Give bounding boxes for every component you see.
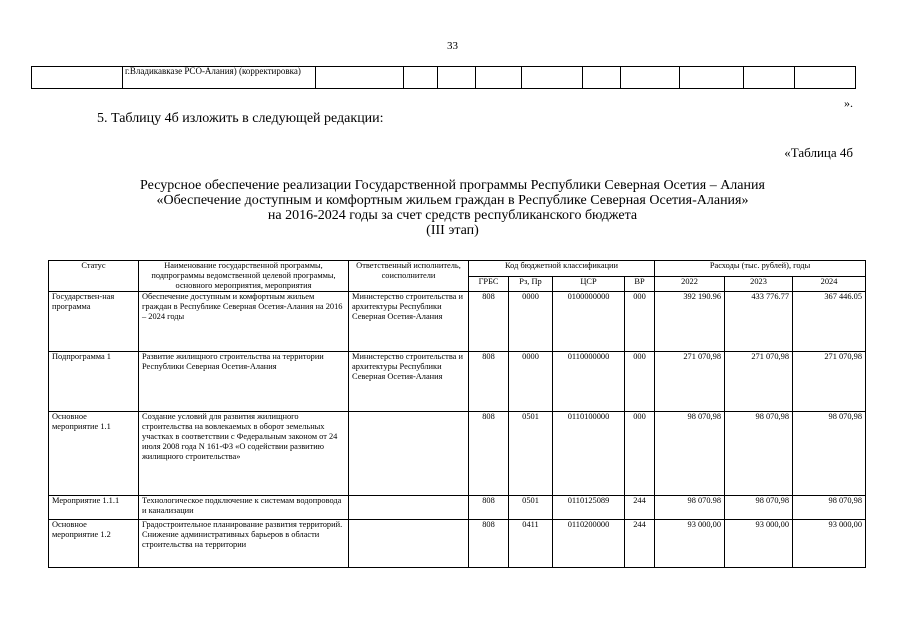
header-2023: 2023 bbox=[725, 276, 793, 292]
rzpr-cell: 0501 bbox=[509, 412, 553, 496]
vr-cell: 244 bbox=[625, 520, 655, 568]
executor-cell: Министерство строительства и архитектуры Республики Северная Осетия-Алания bbox=[349, 292, 469, 352]
table-row bbox=[49, 520, 866, 568]
value-2024-cell: 98 070,98 bbox=[793, 496, 866, 520]
header-grbs: ГРБС bbox=[469, 276, 509, 292]
executor-cell bbox=[349, 520, 469, 568]
resource-table bbox=[48, 260, 866, 568]
value-2024-cell: 98 070,98 bbox=[793, 412, 866, 496]
header-expenses: Расходы (тыс. рублей), годы bbox=[655, 261, 866, 277]
grbs-cell: 808 bbox=[469, 520, 509, 568]
name-cell: Развитие жилищного строительства на территории Республики Северная Осетия-Алания bbox=[139, 352, 349, 412]
table-row bbox=[49, 496, 866, 520]
vr-cell: 000 bbox=[625, 412, 655, 496]
header-2022: 2022 bbox=[655, 276, 725, 292]
csr-cell: 0110000000 bbox=[553, 352, 625, 412]
vr-cell: 000 bbox=[625, 352, 655, 412]
continued-table-fragment bbox=[31, 66, 856, 89]
title-line: на 2016-2024 годы за счет средств республиканского бюджета bbox=[267, 208, 638, 223]
table-header-row bbox=[49, 261, 866, 277]
title-line: Ресурсное обеспечение реализации Государственной программы Республики Северная Осетия – Алания bbox=[140, 178, 765, 193]
header-status: Статус bbox=[49, 261, 139, 292]
value-2022-cell: 98 070.98 bbox=[655, 496, 725, 520]
title-line: (III этап) bbox=[426, 223, 479, 238]
value-2024-cell: 367 446.05 bbox=[793, 292, 866, 352]
value-2024-cell: 271 070,98 bbox=[793, 352, 866, 412]
name-cell: Технологическое подключение к системам водопровода и канализации bbox=[139, 496, 349, 520]
table-row bbox=[49, 412, 866, 496]
table-row bbox=[49, 292, 866, 352]
table-row bbox=[32, 67, 856, 89]
header-rzpr: Рз, Пр bbox=[509, 276, 553, 292]
instruction-text: 5. Таблицу 4б изложить в следующей редакции: bbox=[97, 111, 384, 126]
table-row bbox=[49, 352, 866, 412]
status-cell: Мероприятие 1.1.1 bbox=[49, 496, 139, 520]
header-csr: ЦСР bbox=[553, 276, 625, 292]
status-cell: Основное мероприятие 1.1 bbox=[49, 412, 139, 496]
page-number: 33 bbox=[447, 40, 458, 52]
grbs-cell: 808 bbox=[469, 292, 509, 352]
header-name: Наименование государственной программы, подпрограммы ведомственной целевой программы, основного мероприятия, мероприятия bbox=[139, 261, 349, 292]
rzpr-cell: 0000 bbox=[509, 352, 553, 412]
rzpr-cell: 0000 bbox=[509, 292, 553, 352]
status-cell: Подпрограмма 1 bbox=[49, 352, 139, 412]
rzpr-cell: 0501 bbox=[509, 496, 553, 520]
csr-cell: 0110100000 bbox=[553, 412, 625, 496]
value-2023-cell: 271 070,98 bbox=[725, 352, 793, 412]
header-vr: ВР bbox=[625, 276, 655, 292]
closing-quote: ». bbox=[844, 96, 853, 110]
executor-cell bbox=[349, 496, 469, 520]
status-cell: Основное мероприятие 1.2 bbox=[49, 520, 139, 568]
value-2024-cell: 93 000,00 bbox=[793, 520, 866, 568]
executor-cell bbox=[349, 412, 469, 496]
status-cell: Государствен-ная программа bbox=[49, 292, 139, 352]
title-line: «Обеспечение доступным и комфортным жильем граждан в Республике Северная Осетия-Алания» bbox=[156, 193, 749, 208]
table-cell: г.Владикавказе РСО-Алания) (корректировка) bbox=[123, 67, 316, 89]
table-label: «Таблица 4б bbox=[784, 145, 853, 160]
value-2023-cell: 433 776.77 bbox=[725, 292, 793, 352]
table-title bbox=[0, 178, 905, 238]
name-cell: Обеспечение доступным и комфортным жильем граждан в Республике Северная Осетия-Алания на 2016 – 2024 годы bbox=[139, 292, 349, 352]
grbs-cell: 808 bbox=[469, 352, 509, 412]
executor-cell: Министерство строительства и архитектуры Республики Северная Осетия-Алания bbox=[349, 352, 469, 412]
value-2023-cell: 98 070,98 bbox=[725, 496, 793, 520]
value-2023-cell: 93 000,00 bbox=[725, 520, 793, 568]
rzpr-cell: 0411 bbox=[509, 520, 553, 568]
value-2023-cell: 98 070,98 bbox=[725, 412, 793, 496]
value-2022-cell: 93 000,00 bbox=[655, 520, 725, 568]
csr-cell: 0110200000 bbox=[553, 520, 625, 568]
vr-cell: 000 bbox=[625, 292, 655, 352]
csr-cell: 0110125089 bbox=[553, 496, 625, 520]
value-2022-cell: 98 070,98 bbox=[655, 412, 725, 496]
value-2022-cell: 392 190.96 bbox=[655, 292, 725, 352]
header-budget-code: Код бюджетной классификации bbox=[469, 261, 655, 277]
csr-cell: 0100000000 bbox=[553, 292, 625, 352]
header-2024: 2024 bbox=[793, 276, 866, 292]
name-cell: Градостроительное планирование развития территорий. Снижение административных барьеров в области строительства на территории bbox=[139, 520, 349, 568]
grbs-cell: 808 bbox=[469, 496, 509, 520]
name-cell: Создание условий для развития жилищного строительства на вовлекаемых в оборот земельных участках в соответствии с Федеральным законом от 24 июля 2008 года N 161-ФЗ «О содействии развитию жилищного строительства» bbox=[139, 412, 349, 496]
header-executor: Ответственный исполнитель, соисполнители bbox=[349, 261, 469, 292]
vr-cell: 244 bbox=[625, 496, 655, 520]
grbs-cell: 808 bbox=[469, 412, 509, 496]
value-2022-cell: 271 070,98 bbox=[655, 352, 725, 412]
